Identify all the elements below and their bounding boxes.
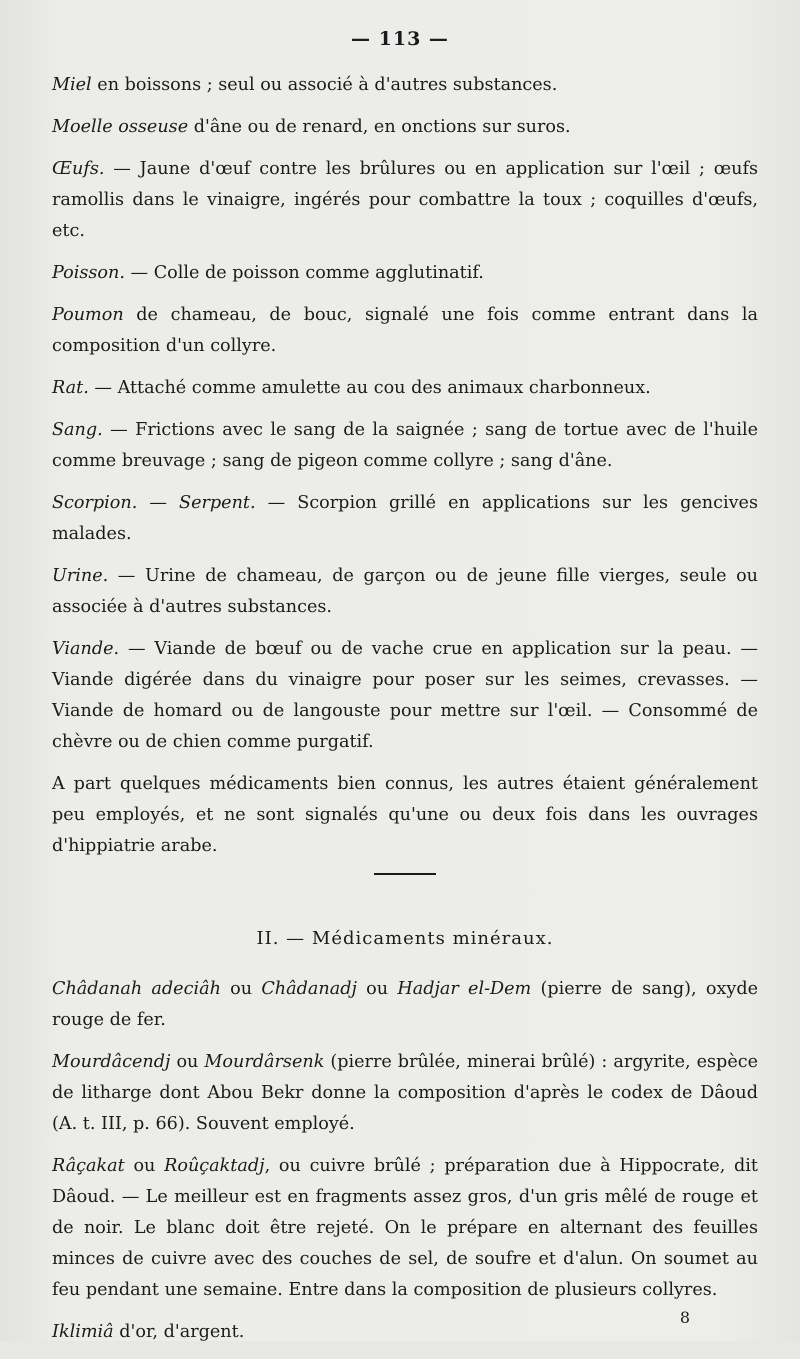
entry-term: Châdanadj xyxy=(261,979,357,999)
entry-term: Iklimiâ xyxy=(52,1322,114,1342)
entry-term: Châdanah adeciâh xyxy=(52,979,221,999)
entry-text: — Urine de chameau, de garçon ou de jeune fille vierges, seule ou associée à d'autres substances. xyxy=(52,566,758,617)
entry-mourdacendj xyxy=(52,1047,758,1140)
entry-iklimia xyxy=(52,1317,758,1348)
entry-text: ou xyxy=(124,1156,165,1176)
entry-rat xyxy=(52,373,758,404)
entry-miel xyxy=(52,70,758,101)
closing-paragraph: A part quelques médicaments bien connus, les autres étaient généralement peu employés, et ne sont signalés qu'une ou deux fois dans les ouvrages d'hippiatrie arabe. xyxy=(52,774,758,856)
entry-text: — Jaune d'œuf contre les brûlures ou en application sur l'œil ; œufs ramollis dans le vinaigre, ingérés pour combattre la toux ; coquilles d'œufs, etc. xyxy=(52,159,758,241)
entry-viande xyxy=(52,634,758,758)
entry-term: Sang. xyxy=(52,420,103,440)
entry-term: Viande. xyxy=(52,639,120,659)
entry-urine xyxy=(52,561,758,623)
entry-term: Scorpion. — Serpent. xyxy=(52,493,256,513)
entry-term: Râçakat xyxy=(52,1156,125,1176)
entry-term: Roûçaktadj xyxy=(164,1156,265,1176)
entry-racakat xyxy=(52,1151,758,1306)
entry-term: Hadjar el-Dem xyxy=(397,979,532,999)
entry-term: Moelle osseuse xyxy=(52,117,189,137)
entry-poisson xyxy=(52,258,758,289)
entry-term: Miel xyxy=(52,75,92,95)
entry-term: Œufs. xyxy=(52,159,105,179)
entry-term: Poumon xyxy=(52,305,124,325)
page-body xyxy=(52,70,758,1359)
entry-moelle xyxy=(52,112,758,143)
entry-text: — Viande de bœuf ou de vache crue en application sur la peau. — Viande digérée dans du vinaigre pour poser sur les seimes, crevasses. — Viande de homard ou de langouste pour mettre sur l'œil. — Consommé de chèvre ou de chien comme purgatif. xyxy=(52,639,758,752)
entry-text: — Frictions avec le sang de la saignée ; sang de tortue avec de l'huile comme breuvage ; sang de pigeon comme collyre ; sang d'âne. xyxy=(52,420,758,471)
entry-text: d'or, d'argent. xyxy=(113,1322,245,1342)
entry-text: ou xyxy=(356,979,398,999)
entry-term: Urine. xyxy=(52,566,109,586)
page-number: — 113 — xyxy=(351,28,449,50)
entry-text: ou xyxy=(220,979,262,999)
entry-text: de chameau, de bouc, signalé une fois comme entrant dans la composition d'un collyre. xyxy=(52,305,758,356)
section-divider xyxy=(374,873,436,875)
section-title: II. — Médicaments minéraux. xyxy=(256,928,554,949)
entry-text: d'âne ou de renard, en onctions sur suros. xyxy=(188,117,571,137)
signature-mark: 8 xyxy=(679,1308,690,1327)
entry-text: — Scorpion grillé en applications sur les gencives malades. xyxy=(52,493,758,544)
entry-term: Mourdârsenk xyxy=(204,1052,325,1072)
entry-sang xyxy=(52,415,758,477)
entry-scorpion xyxy=(52,488,758,550)
entry-term: Mourdâcendj xyxy=(52,1052,171,1072)
entry-poumon xyxy=(52,300,758,362)
entry-oeufs xyxy=(52,154,758,247)
entry-term: Rat. xyxy=(52,378,89,398)
entry-term: Poisson. xyxy=(52,263,125,283)
entry-chadanah xyxy=(52,974,758,1036)
entry-text: — Attaché comme amulette au cou des animaux charbonneux. xyxy=(88,378,651,398)
entry-text: , ou cuivre brûlé ; préparation due à Hippocrate, dit Dâoud. — Le meilleur est en fragments assez gros, d'un gris mêlé de rouge et de noir. Le blanc doit être rejeté. On le prépare en alternant des feuilles minces de cuivre avec des couches de sel, de soufre et d'alun. On soumet au feu pendant une semaine. Entre dans la composition de plusieurs collyres. xyxy=(52,1156,758,1300)
entry-text: ou xyxy=(170,1052,205,1072)
entry-text: (pierre brûlée, minerai brûlé) : argyrite, espèce de litharge dont Abou Bekr donne la composition d'après le codex de Dâoud (A. t. III, p. 66). Souvent employé. xyxy=(52,1052,758,1134)
entry-text: en boissons ; seul ou associé à d'autres substances. xyxy=(91,75,558,95)
entry-text: — Colle de poisson comme agglutinatif. xyxy=(124,263,484,283)
entry-text: (pierre de sang), oxyde rouge de fer. xyxy=(52,979,759,1030)
